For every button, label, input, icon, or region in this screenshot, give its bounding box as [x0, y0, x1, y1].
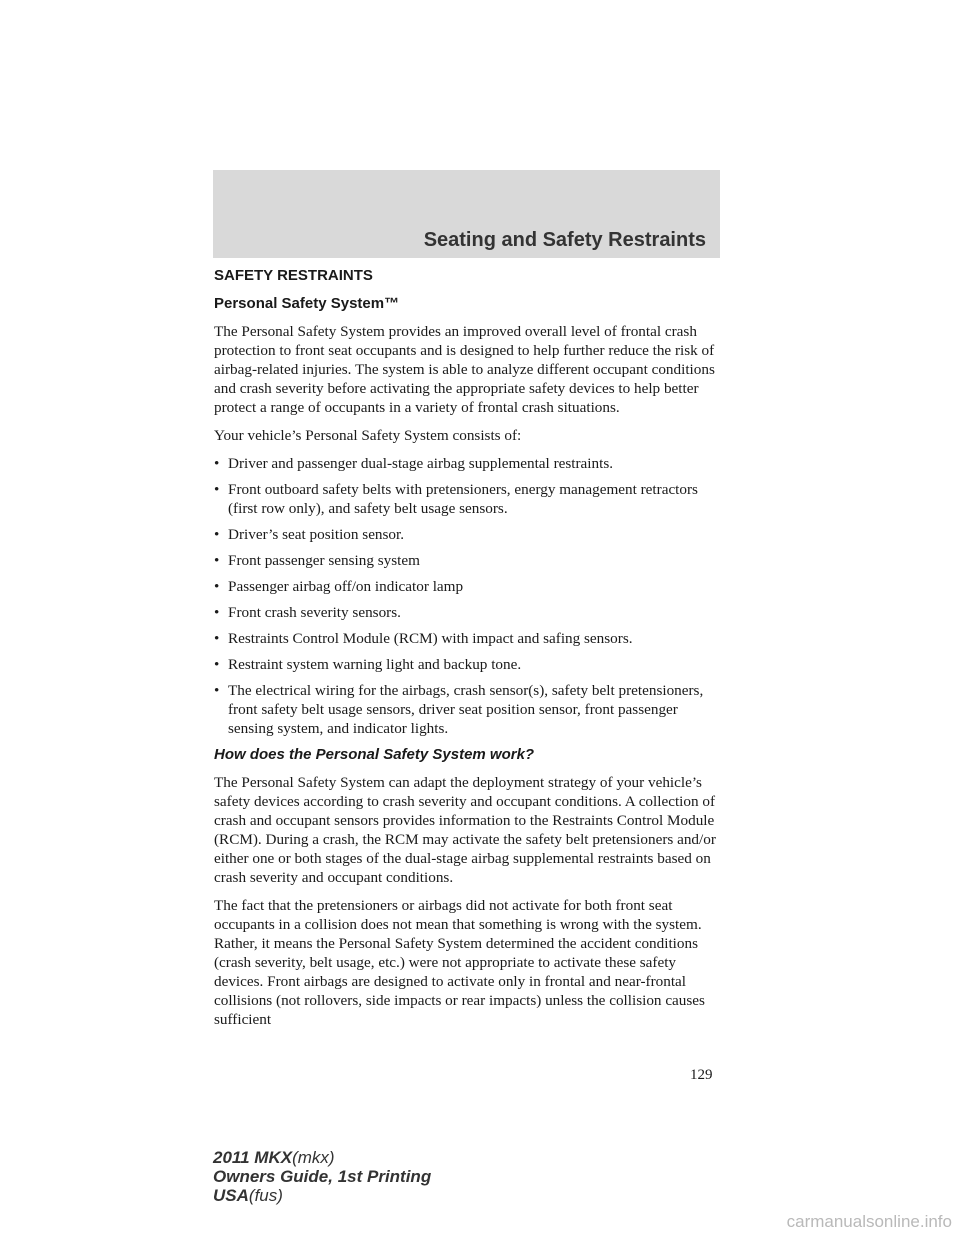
list-item-text: Driver’s seat position sensor.	[228, 526, 405, 543]
bullet-glyph: •	[214, 630, 220, 647]
list-item-text: Front outboard safety belts with pretensioners, energy management retractors (first row only), and safety belt usage sensors.	[228, 481, 698, 517]
list-item-text: Driver and passenger dual-stage airbag supplemental restraints.	[228, 455, 614, 472]
section-header-title: Seating and Safety Restraints	[423, 229, 706, 251]
list-item	[214, 655, 720, 674]
footer-market: USA	[213, 1186, 249, 1205]
list-item	[214, 629, 720, 648]
list-item	[214, 551, 720, 570]
watermark-text: carmanualsonline.info	[786, 1212, 952, 1231]
list-item-text: Restraints Control Module (RCM) with impact and safing sensors.	[228, 630, 633, 647]
footer-guide-printing: Owners Guide, 1st Printing	[213, 1167, 432, 1186]
list-item-text: Front crash severity sensors.	[228, 604, 401, 621]
print-footer	[213, 1148, 431, 1205]
list-item-text: The electrical wiring for the airbags, crash sensor(s), safety belt pretensioners, front safety belt usage sensors, driver seat position sensor, front passenger sensing system, and indicator lights.	[228, 682, 704, 737]
page-content	[214, 266, 720, 1038]
footer-line-model	[213, 1148, 431, 1167]
list-item-text: Restraint system warning light and backup tone.	[228, 656, 522, 673]
bullet-glyph: •	[214, 526, 220, 543]
section-title: SAFETY RESTRAINTS	[214, 267, 373, 284]
how-paragraph-2: The fact that the pretensioners or airbags did not activate for both front seat occupants in a collision does not mean that something is wrong with the system. Rather, it means the Personal Safety System determined the accident conditions (crash severity, belt usage, etc.) were not appropriate to activate these safety devices. Front airbags are designed to activate only in frontal and near-frontal collisions (not rollovers, side impacts or rear impacts) unless the collision causes sufficient	[214, 897, 705, 1028]
footer-model-code: (mkx)	[292, 1148, 335, 1167]
section-header-band	[213, 170, 720, 258]
list-item	[214, 603, 720, 622]
list-item	[214, 681, 720, 738]
how-it-works-heading: How does the Personal Safety System work?	[214, 746, 535, 763]
list-item	[214, 525, 720, 544]
footer-market-code: (fus)	[248, 1186, 283, 1205]
bullet-glyph: •	[214, 578, 220, 595]
list-item-text: Front passenger sensing system	[228, 552, 420, 569]
list-item-text: Passenger airbag off/on indicator lamp	[228, 578, 464, 595]
list-item	[214, 454, 720, 473]
list-item	[214, 577, 720, 596]
bullet-glyph: •	[214, 682, 220, 699]
bullet-glyph: •	[214, 455, 220, 472]
intro-paragraph: The Personal Safety System provides an improved overall level of frontal crash protection to front seat occupants and is designed to help further reduce the risk of airbag-related injuries. The system is able to analyze different occupant conditions and crash severity before activating the appropriate safety devices to help better protect a range of occupants in a variety of frontal crash situations.	[214, 323, 715, 416]
bullet-glyph: •	[214, 604, 220, 621]
footer-line-market	[213, 1186, 431, 1205]
footer-model-year: 2011 MKX	[213, 1148, 293, 1167]
bullet-glyph: •	[214, 552, 220, 569]
components-list	[214, 454, 720, 738]
bullet-glyph: •	[214, 656, 220, 673]
how-paragraph-1: The Personal Safety System can adapt the deployment strategy of your vehicle’s safety devices according to crash severity and occupant conditions. A collection of crash and occupant sensors provides information to the Restraints Control Module (RCM). During a crash, the RCM may activate the safety belt pretensioners and/or either one or both stages of the dual-stage airbag supplemental restraints based on crash severity and occupant conditions.	[214, 774, 716, 886]
consists-intro: Your vehicle’s Personal Safety System consists of:	[214, 427, 522, 444]
list-item	[214, 480, 720, 518]
footer-line-guide	[213, 1167, 431, 1186]
bullet-glyph: •	[214, 481, 220, 498]
subsection-title: Personal Safety System™	[214, 295, 400, 312]
page-number: 129	[690, 1067, 713, 1083]
